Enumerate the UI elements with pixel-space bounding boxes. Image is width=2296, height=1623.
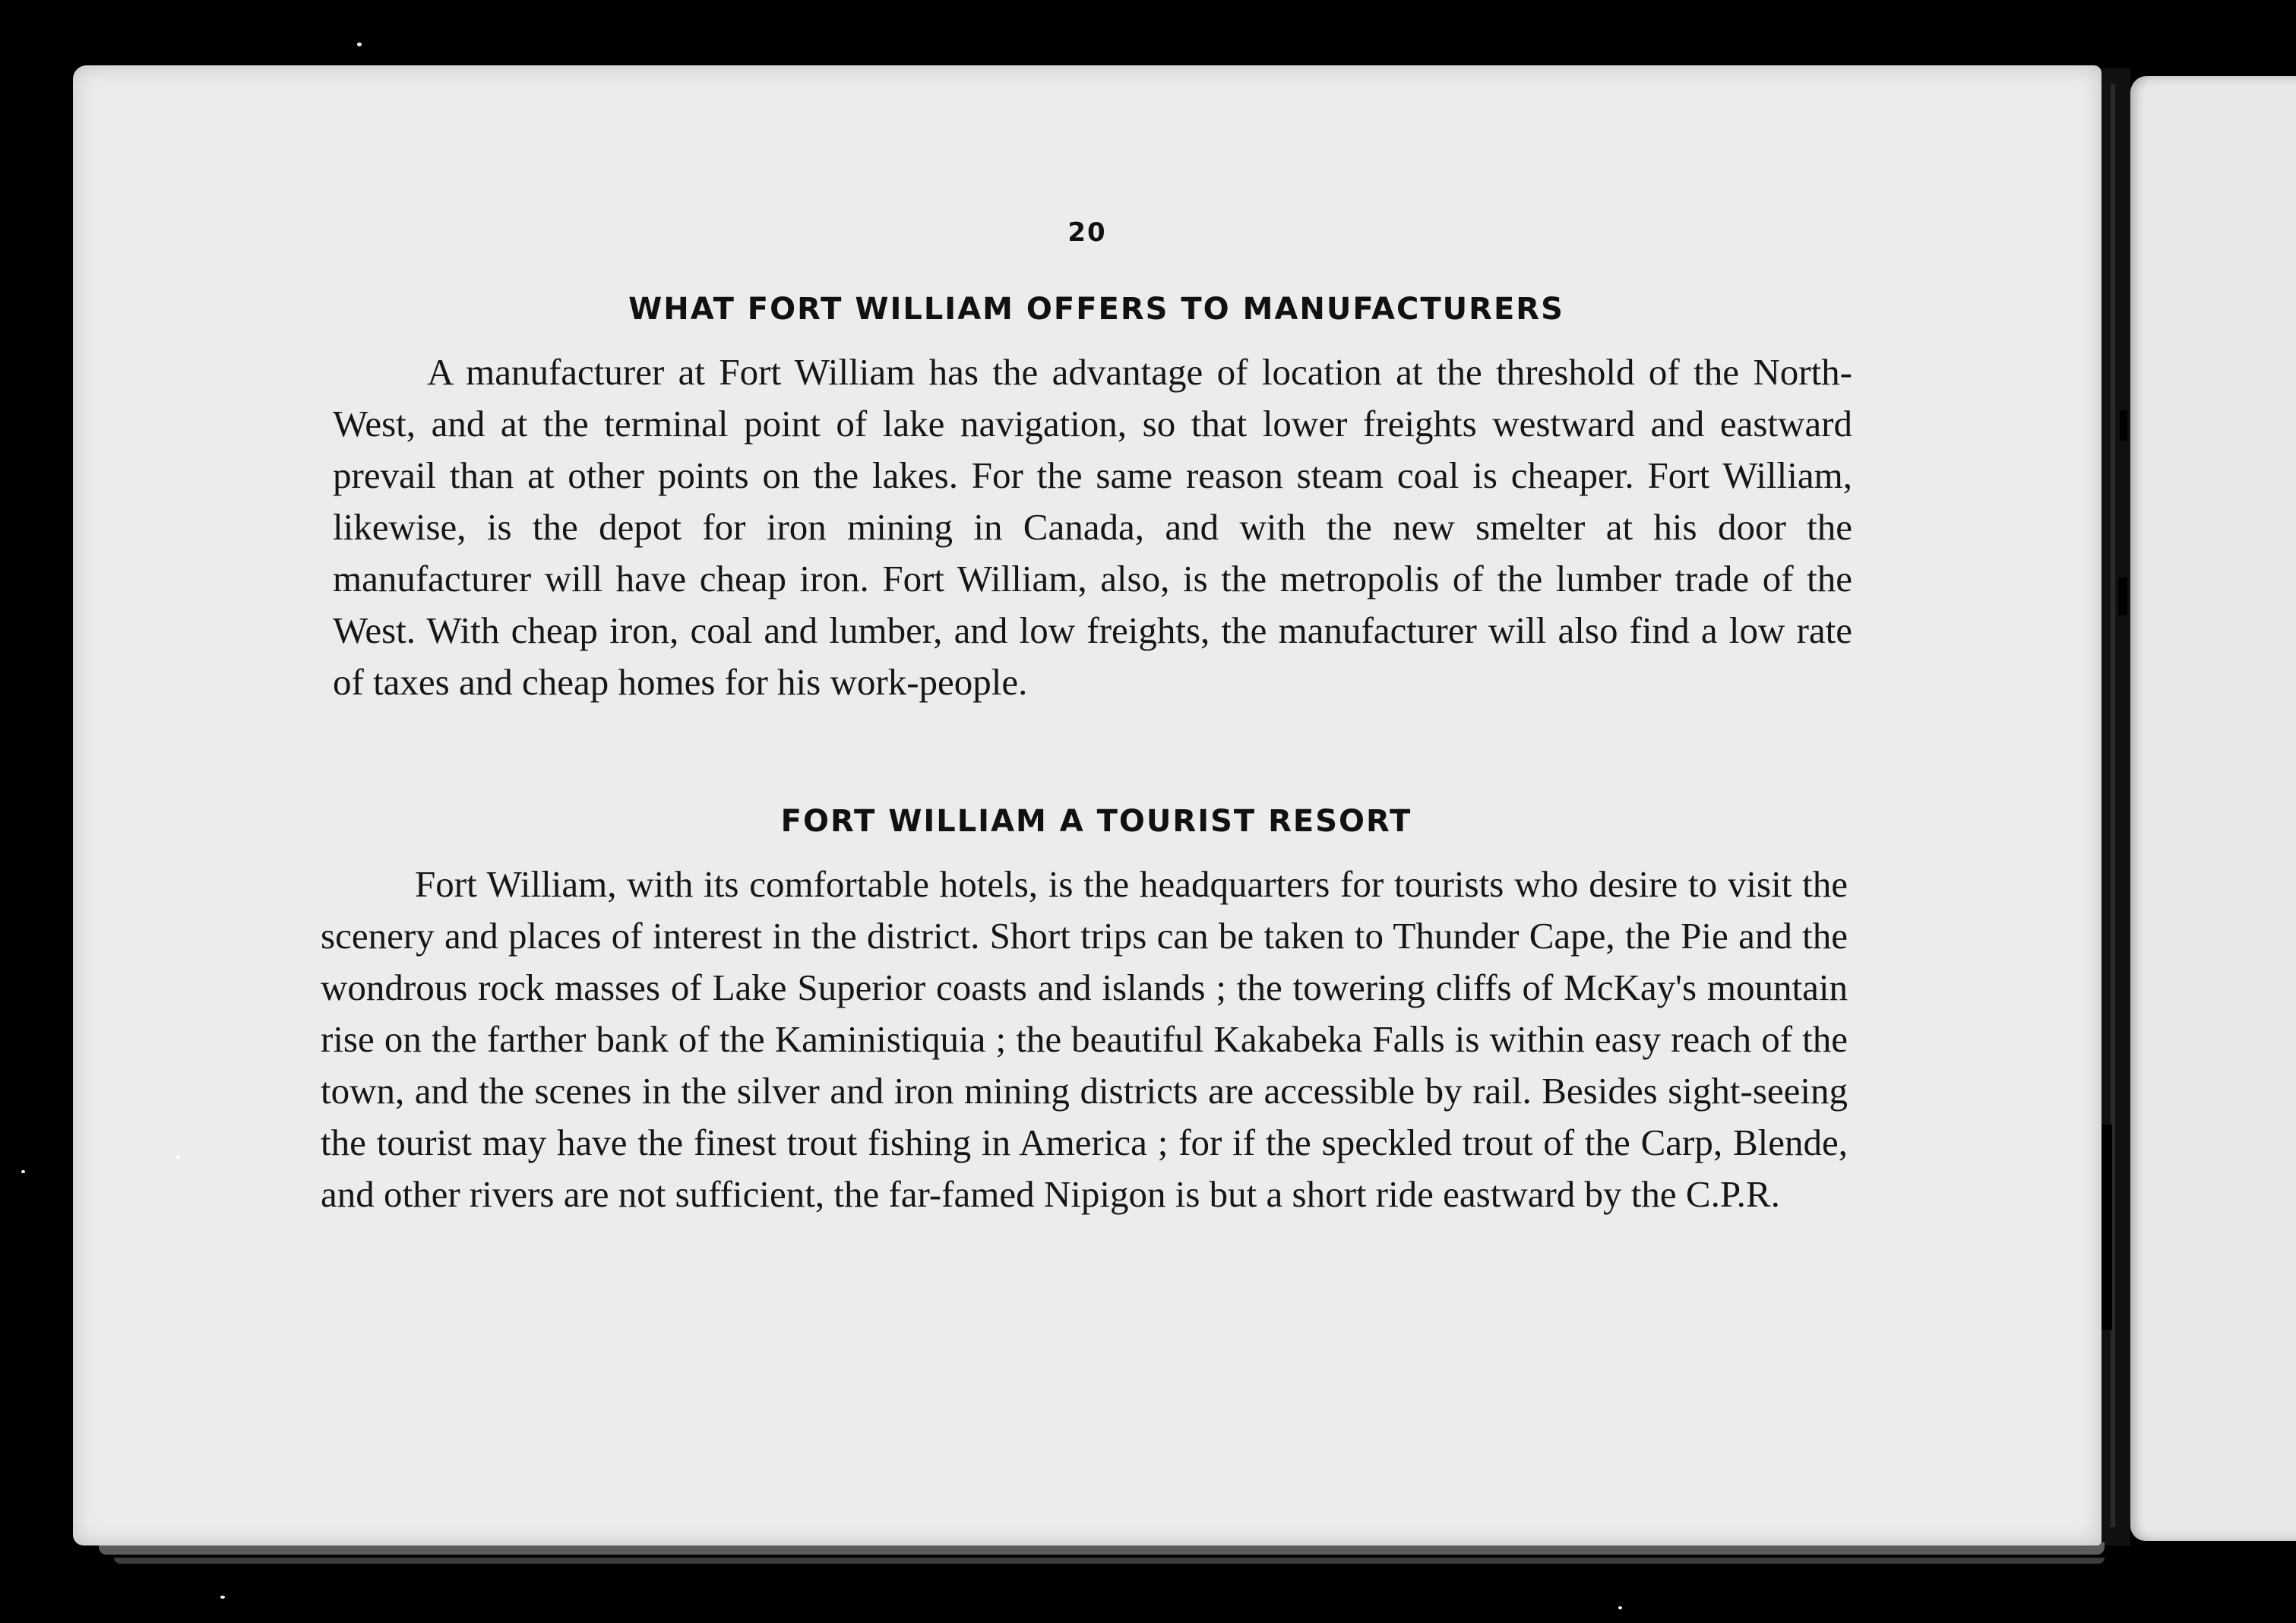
page-number: 20 xyxy=(1067,217,1107,248)
scan-speck xyxy=(220,1596,225,1599)
scan-speck xyxy=(1618,1606,1622,1609)
binding-mark xyxy=(2120,410,2127,441)
section-heading-tourist-resort: FORT WILLIAM A TOURIST RESORT xyxy=(780,804,1412,839)
page-stack-edge xyxy=(114,1558,2105,1564)
section-body-tourist-resort: Fort William, with its comfortable hotels, is the headquarters for tourists who desire to visit the scenery and places of interest in the district. Short trips can be taken to Thunder Cape, the Pie and the wondrous rock masses of Lake Superior coasts and islands ; the towering cliffs of McKay's mountain rise on the farther bank of the Kaministiquia ; the beautiful Kakabeka Falls is within easy reach of the town, and the scenes in the silver and iron mining districts are accessible by rail. Besides sight-seeing the tourist may have the finest trout fishing in America ; for if the speckled trout of the Carp, Blende, and other rivers are not sufficient, the far-famed Nipigon is but a short ride eastward by the C.P.R. xyxy=(321,863,1848,1215)
scan-speck xyxy=(176,1155,180,1159)
binding-mark xyxy=(2118,577,2127,615)
scan-speck xyxy=(357,43,362,46)
scan-speck xyxy=(21,1170,25,1173)
section-heading-manufacturers: WHAT FORT WILLIAM OFFERS TO MANUFACTURERS xyxy=(628,292,1564,327)
section-body-manufacturers: A manufacturer at Fort William has the advantage of location at the threshold of the North-West, and at the terminal point of lake navigation, so that lower freights westward and eastward prevail than at other points on the lakes. For the same reason steam coal is cheaper. Fort William, likewise, is the depot for iron mining in Canada, and with the new smelter at his door the manufacturer will have cheap iron. Fort William, also, is the metropolis of the lumber trade of the West. With cheap iron, coal and lumber, and low freights, the manufacturer will also find a low rate of taxes and cheap homes for his work-people. xyxy=(333,351,1852,703)
